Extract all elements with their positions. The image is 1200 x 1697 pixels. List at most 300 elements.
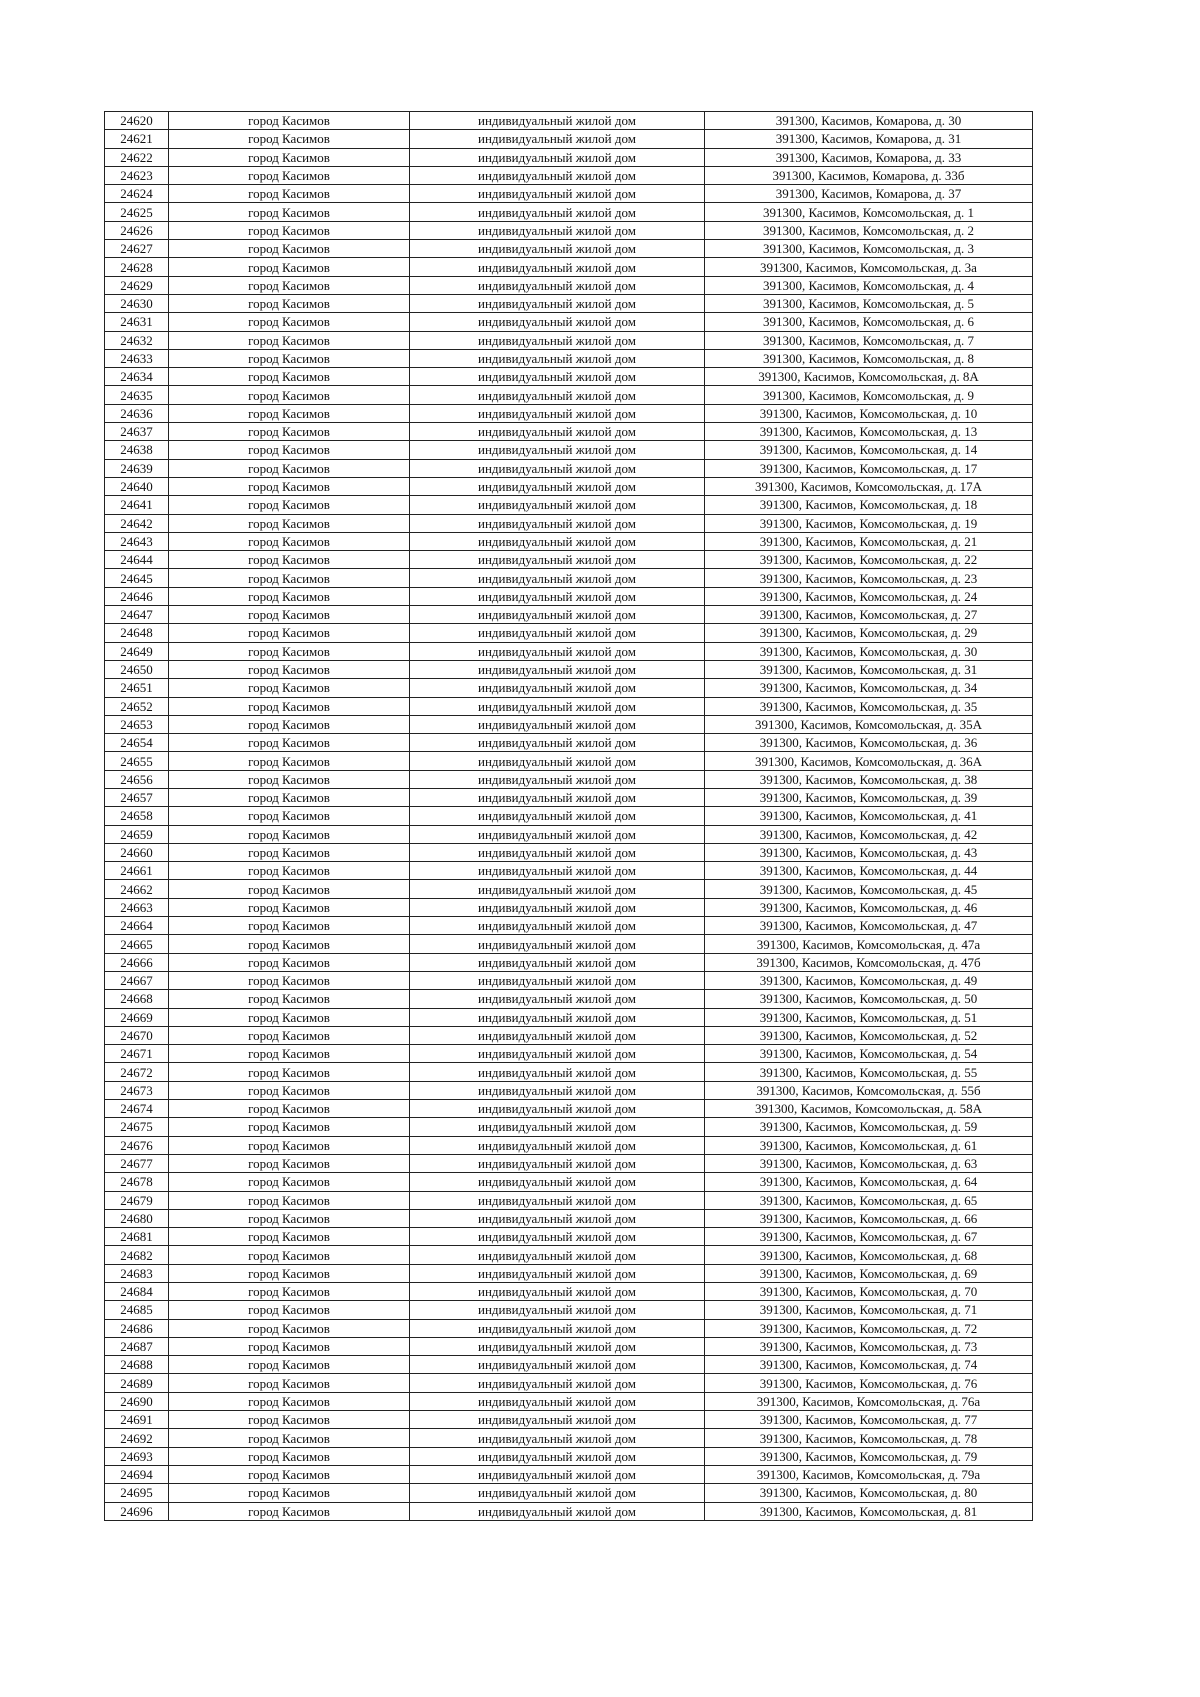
address-cell: 391300, Касимов, Комсомольская, д. 54 bbox=[705, 1045, 1033, 1063]
table-row bbox=[105, 1301, 1033, 1319]
locality-cell: город Касимов bbox=[169, 130, 410, 148]
row-number-cell: 24660 bbox=[105, 843, 169, 861]
object-type-cell: индивидуальный жилой дом bbox=[410, 1465, 705, 1483]
locality-cell: город Касимов bbox=[169, 587, 410, 605]
table-row bbox=[105, 404, 1033, 422]
locality-cell: город Касимов bbox=[169, 660, 410, 678]
row-number-cell: 24646 bbox=[105, 587, 169, 605]
object-type-cell: индивидуальный жилой дом bbox=[410, 203, 705, 221]
locality-cell: город Касимов bbox=[169, 825, 410, 843]
row-number-cell: 24688 bbox=[105, 1356, 169, 1374]
table-row bbox=[105, 807, 1033, 825]
row-number-cell: 24655 bbox=[105, 752, 169, 770]
object-type-cell: индивидуальный жилой дом bbox=[410, 898, 705, 916]
object-type-cell: индивидуальный жилой дом bbox=[410, 1319, 705, 1337]
locality-cell: город Касимов bbox=[169, 1008, 410, 1026]
row-number-cell: 24629 bbox=[105, 276, 169, 294]
table-row bbox=[105, 624, 1033, 642]
table-row bbox=[105, 459, 1033, 477]
locality-cell: город Касимов bbox=[169, 953, 410, 971]
locality-cell: город Касимов bbox=[169, 1301, 410, 1319]
address-cell: 391300, Касимов, Комсомольская, д. 42 bbox=[705, 825, 1033, 843]
object-type-cell: индивидуальный жилой дом bbox=[410, 807, 705, 825]
address-cell: 391300, Касимов, Комарова, д. 37 bbox=[705, 185, 1033, 203]
locality-cell: город Касимов bbox=[169, 441, 410, 459]
object-type-cell: индивидуальный жилой дом bbox=[410, 697, 705, 715]
table-row bbox=[105, 1045, 1033, 1063]
locality-cell: город Касимов bbox=[169, 1118, 410, 1136]
table-row bbox=[105, 185, 1033, 203]
address-cell: 391300, Касимов, Комсомольская, д. 59 bbox=[705, 1118, 1033, 1136]
table-row bbox=[105, 240, 1033, 258]
object-type-cell: индивидуальный жилой дом bbox=[410, 386, 705, 404]
row-number-cell: 24669 bbox=[105, 1008, 169, 1026]
table-row bbox=[105, 1173, 1033, 1191]
locality-cell: город Касимов bbox=[169, 1429, 410, 1447]
object-type-cell: индивидуальный жилой дом bbox=[410, 569, 705, 587]
row-number-cell: 24647 bbox=[105, 606, 169, 624]
object-type-cell: индивидуальный жилой дом bbox=[410, 496, 705, 514]
table-row bbox=[105, 898, 1033, 916]
address-cell: 391300, Касимов, Комсомольская, д. 58А bbox=[705, 1100, 1033, 1118]
table-row bbox=[105, 551, 1033, 569]
table-row bbox=[105, 862, 1033, 880]
locality-cell: город Касимов bbox=[169, 1374, 410, 1392]
table-row bbox=[105, 477, 1033, 495]
object-type-cell: индивидуальный жилой дом bbox=[410, 1045, 705, 1063]
object-type-cell: индивидуальный жилой дом bbox=[410, 825, 705, 843]
locality-cell: город Касимов bbox=[169, 1154, 410, 1172]
address-cell: 391300, Касимов, Комсомольская, д. 47 bbox=[705, 917, 1033, 935]
row-number-cell: 24690 bbox=[105, 1392, 169, 1410]
table-row bbox=[105, 1356, 1033, 1374]
address-cell: 391300, Касимов, Комсомольская, д. 3а bbox=[705, 258, 1033, 276]
object-type-cell: индивидуальный жилой дом bbox=[410, 258, 705, 276]
row-number-cell: 24683 bbox=[105, 1264, 169, 1282]
table-row bbox=[105, 294, 1033, 312]
table-row bbox=[105, 1447, 1033, 1465]
table-row bbox=[105, 1484, 1033, 1502]
address-cell: 391300, Касимов, Комсомольская, д. 4 bbox=[705, 276, 1033, 294]
locality-cell: город Касимов bbox=[169, 843, 410, 861]
locality-cell: город Касимов bbox=[169, 1484, 410, 1502]
table-row bbox=[105, 112, 1033, 130]
locality-cell: город Касимов bbox=[169, 368, 410, 386]
table-row bbox=[105, 1264, 1033, 1282]
locality-cell: город Касимов bbox=[169, 990, 410, 1008]
address-cell: 391300, Касимов, Комсомольская, д. 47а bbox=[705, 935, 1033, 953]
object-type-cell: индивидуальный жилой дом bbox=[410, 660, 705, 678]
locality-cell: город Касимов bbox=[169, 788, 410, 806]
locality-cell: город Касимов bbox=[169, 971, 410, 989]
locality-cell: город Касимов bbox=[169, 642, 410, 660]
row-number-cell: 24640 bbox=[105, 477, 169, 495]
table-row bbox=[105, 368, 1033, 386]
table-row bbox=[105, 1008, 1033, 1026]
address-cell: 391300, Касимов, Комарова, д. 30 bbox=[705, 112, 1033, 130]
row-number-cell: 24672 bbox=[105, 1063, 169, 1081]
table-row bbox=[105, 880, 1033, 898]
row-number-cell: 24624 bbox=[105, 185, 169, 203]
address-cell: 391300, Касимов, Комсомольская, д. 3 bbox=[705, 240, 1033, 258]
address-cell: 391300, Касимов, Комсомольская, д. 21 bbox=[705, 532, 1033, 550]
table-row bbox=[105, 953, 1033, 971]
address-cell: 391300, Касимов, Комсомольская, д. 64 bbox=[705, 1173, 1033, 1191]
locality-cell: город Касимов bbox=[169, 624, 410, 642]
locality-cell: город Касимов bbox=[169, 1502, 410, 1520]
address-cell: 391300, Касимов, Комсомольская, д. 14 bbox=[705, 441, 1033, 459]
row-number-cell: 24637 bbox=[105, 423, 169, 441]
address-cell: 391300, Касимов, Комсомольская, д. 76а bbox=[705, 1392, 1033, 1410]
row-number-cell: 24635 bbox=[105, 386, 169, 404]
table-row bbox=[105, 843, 1033, 861]
locality-cell: город Касимов bbox=[169, 880, 410, 898]
row-number-cell: 24638 bbox=[105, 441, 169, 459]
registry-table bbox=[104, 111, 1033, 1521]
address-cell: 391300, Касимов, Комсомольская, д. 80 bbox=[705, 1484, 1033, 1502]
object-type-cell: индивидуальный жилой дом bbox=[410, 971, 705, 989]
table-row bbox=[105, 569, 1033, 587]
table-row bbox=[105, 276, 1033, 294]
table-row bbox=[105, 258, 1033, 276]
row-number-cell: 24656 bbox=[105, 770, 169, 788]
table-row bbox=[105, 734, 1033, 752]
object-type-cell: индивидуальный жилой дом bbox=[410, 679, 705, 697]
object-type-cell: индивидуальный жилой дом bbox=[410, 551, 705, 569]
address-cell: 391300, Касимов, Комсомольская, д. 31 bbox=[705, 660, 1033, 678]
row-number-cell: 24641 bbox=[105, 496, 169, 514]
locality-cell: город Касимов bbox=[169, 112, 410, 130]
address-cell: 391300, Касимов, Комсомольская, д. 67 bbox=[705, 1228, 1033, 1246]
address-cell: 391300, Касимов, Комсомольская, д. 77 bbox=[705, 1411, 1033, 1429]
row-number-cell: 24633 bbox=[105, 349, 169, 367]
address-cell: 391300, Касимов, Комсомольская, д. 81 bbox=[705, 1502, 1033, 1520]
address-cell: 391300, Касимов, Комсомольская, д. 69 bbox=[705, 1264, 1033, 1282]
object-type-cell: индивидуальный жилой дом bbox=[410, 166, 705, 184]
address-cell: 391300, Касимов, Комсомольская, д. 65 bbox=[705, 1191, 1033, 1209]
locality-cell: город Касимов bbox=[169, 770, 410, 788]
locality-cell: город Касимов bbox=[169, 935, 410, 953]
locality-cell: город Касимов bbox=[169, 1191, 410, 1209]
object-type-cell: индивидуальный жилой дом bbox=[410, 1118, 705, 1136]
object-type-cell: индивидуальный жилой дом bbox=[410, 953, 705, 971]
row-number-cell: 24687 bbox=[105, 1337, 169, 1355]
object-type-cell: индивидуальный жилой дом bbox=[410, 642, 705, 660]
locality-cell: город Касимов bbox=[169, 1136, 410, 1154]
locality-cell: город Касимов bbox=[169, 734, 410, 752]
address-cell: 391300, Касимов, Комарова, д. 33б bbox=[705, 166, 1033, 184]
row-number-cell: 24648 bbox=[105, 624, 169, 642]
address-cell: 391300, Касимов, Комсомольская, д. 72 bbox=[705, 1319, 1033, 1337]
table-row bbox=[105, 1411, 1033, 1429]
locality-cell: город Касимов bbox=[169, 221, 410, 239]
locality-cell: город Касимов bbox=[169, 313, 410, 331]
address-cell: 391300, Касимов, Комсомольская, д. 8 bbox=[705, 349, 1033, 367]
row-number-cell: 24649 bbox=[105, 642, 169, 660]
row-number-cell: 24670 bbox=[105, 1026, 169, 1044]
table-row bbox=[105, 990, 1033, 1008]
table-row bbox=[105, 587, 1033, 605]
object-type-cell: индивидуальный жилой дом bbox=[410, 1429, 705, 1447]
table-row bbox=[105, 349, 1033, 367]
address-cell: 391300, Касимов, Комсомольская, д. 7 bbox=[705, 331, 1033, 349]
table-row bbox=[105, 1246, 1033, 1264]
table-row bbox=[105, 166, 1033, 184]
table-row bbox=[105, 788, 1033, 806]
locality-cell: город Касимов bbox=[169, 697, 410, 715]
address-cell: 391300, Касимов, Комсомольская, д. 76 bbox=[705, 1374, 1033, 1392]
address-cell: 391300, Касимов, Комсомольская, д. 23 bbox=[705, 569, 1033, 587]
address-cell: 391300, Касимов, Комсомольская, д. 51 bbox=[705, 1008, 1033, 1026]
address-cell: 391300, Касимов, Комарова, д. 31 bbox=[705, 130, 1033, 148]
row-number-cell: 24662 bbox=[105, 880, 169, 898]
locality-cell: город Касимов bbox=[169, 258, 410, 276]
locality-cell: город Касимов bbox=[169, 496, 410, 514]
locality-cell: город Касимов bbox=[169, 1447, 410, 1465]
address-cell: 391300, Касимов, Комсомольская, д. 6 bbox=[705, 313, 1033, 331]
row-number-cell: 24689 bbox=[105, 1374, 169, 1392]
row-number-cell: 24661 bbox=[105, 862, 169, 880]
object-type-cell: индивидуальный жилой дом bbox=[410, 1228, 705, 1246]
row-number-cell: 24680 bbox=[105, 1209, 169, 1227]
address-cell: 391300, Касимов, Комсомольская, д. 2 bbox=[705, 221, 1033, 239]
object-type-cell: индивидуальный жилой дом bbox=[410, 624, 705, 642]
table-row bbox=[105, 660, 1033, 678]
row-number-cell: 24665 bbox=[105, 935, 169, 953]
locality-cell: город Касимов bbox=[169, 1045, 410, 1063]
locality-cell: город Касимов bbox=[169, 1228, 410, 1246]
locality-cell: город Касимов bbox=[169, 240, 410, 258]
object-type-cell: индивидуальный жилой дом bbox=[410, 862, 705, 880]
address-cell: 391300, Касимов, Комсомольская, д. 61 bbox=[705, 1136, 1033, 1154]
table-row bbox=[105, 1283, 1033, 1301]
locality-cell: город Касимов bbox=[169, 1209, 410, 1227]
table-row bbox=[105, 715, 1033, 733]
row-number-cell: 24673 bbox=[105, 1081, 169, 1099]
row-number-cell: 24628 bbox=[105, 258, 169, 276]
locality-cell: город Касимов bbox=[169, 862, 410, 880]
object-type-cell: индивидуальный жилой дом bbox=[410, 368, 705, 386]
locality-cell: город Касимов bbox=[169, 606, 410, 624]
object-type-cell: индивидуальный жилой дом bbox=[410, 935, 705, 953]
object-type-cell: индивидуальный жилой дом bbox=[410, 1008, 705, 1026]
table-row bbox=[105, 825, 1033, 843]
object-type-cell: индивидуальный жилой дом bbox=[410, 990, 705, 1008]
locality-cell: город Касимов bbox=[169, 423, 410, 441]
address-cell: 391300, Касимов, Комсомольская, д. 30 bbox=[705, 642, 1033, 660]
address-cell: 391300, Касимов, Комсомольская, д. 17 bbox=[705, 459, 1033, 477]
address-cell: 391300, Касимов, Комсомольская, д. 1 bbox=[705, 203, 1033, 221]
table-row bbox=[105, 1392, 1033, 1410]
object-type-cell: индивидуальный жилой дом bbox=[410, 423, 705, 441]
address-cell: 391300, Касимов, Комсомольская, д. 43 bbox=[705, 843, 1033, 861]
address-cell: 391300, Касимов, Комсомольская, д. 46 bbox=[705, 898, 1033, 916]
row-number-cell: 24694 bbox=[105, 1465, 169, 1483]
address-cell: 391300, Касимов, Комсомольская, д. 73 bbox=[705, 1337, 1033, 1355]
row-number-cell: 24668 bbox=[105, 990, 169, 1008]
object-type-cell: индивидуальный жилой дом bbox=[410, 1374, 705, 1392]
table-row bbox=[105, 386, 1033, 404]
object-type-cell: индивидуальный жилой дом bbox=[410, 715, 705, 733]
row-number-cell: 24684 bbox=[105, 1283, 169, 1301]
row-number-cell: 24631 bbox=[105, 313, 169, 331]
object-type-cell: индивидуальный жилой дом bbox=[410, 752, 705, 770]
table-row bbox=[105, 1026, 1033, 1044]
address-cell: 391300, Касимов, Комсомольская, д. 70 bbox=[705, 1283, 1033, 1301]
table-row bbox=[105, 1136, 1033, 1154]
object-type-cell: индивидуальный жилой дом bbox=[410, 276, 705, 294]
table-row bbox=[105, 1319, 1033, 1337]
address-cell: 391300, Касимов, Комсомольская, д. 39 bbox=[705, 788, 1033, 806]
row-number-cell: 24623 bbox=[105, 166, 169, 184]
table-row bbox=[105, 148, 1033, 166]
address-cell: 391300, Касимов, Комсомольская, д. 36 bbox=[705, 734, 1033, 752]
table-row bbox=[105, 697, 1033, 715]
address-cell: 391300, Касимов, Комсомольская, д. 27 bbox=[705, 606, 1033, 624]
row-number-cell: 24650 bbox=[105, 660, 169, 678]
address-cell: 391300, Касимов, Комсомольская, д. 50 bbox=[705, 990, 1033, 1008]
address-cell: 391300, Касимов, Комсомольская, д. 8А bbox=[705, 368, 1033, 386]
row-number-cell: 24620 bbox=[105, 112, 169, 130]
table-row bbox=[105, 1465, 1033, 1483]
object-type-cell: индивидуальный жилой дом bbox=[410, 1301, 705, 1319]
row-number-cell: 24630 bbox=[105, 294, 169, 312]
row-number-cell: 24692 bbox=[105, 1429, 169, 1447]
object-type-cell: индивидуальный жилой дом bbox=[410, 1502, 705, 1520]
object-type-cell: индивидуальный жилой дом bbox=[410, 240, 705, 258]
row-number-cell: 24636 bbox=[105, 404, 169, 422]
address-cell: 391300, Касимов, Комсомольская, д. 52 bbox=[705, 1026, 1033, 1044]
row-number-cell: 24691 bbox=[105, 1411, 169, 1429]
locality-cell: город Касимов bbox=[169, 1264, 410, 1282]
table-row bbox=[105, 1100, 1033, 1118]
address-cell: 391300, Касимов, Комсомольская, д. 13 bbox=[705, 423, 1033, 441]
locality-cell: город Касимов bbox=[169, 532, 410, 550]
row-number-cell: 24686 bbox=[105, 1319, 169, 1337]
row-number-cell: 24667 bbox=[105, 971, 169, 989]
locality-cell: город Касимов bbox=[169, 1063, 410, 1081]
object-type-cell: индивидуальный жилой дом bbox=[410, 770, 705, 788]
address-cell: 391300, Касимов, Комсомольская, д. 29 bbox=[705, 624, 1033, 642]
row-number-cell: 24674 bbox=[105, 1100, 169, 1118]
locality-cell: город Касимов bbox=[169, 1392, 410, 1410]
address-cell: 391300, Касимов, Комсомольская, д. 24 bbox=[705, 587, 1033, 605]
locality-cell: город Касимов bbox=[169, 1337, 410, 1355]
address-cell: 391300, Касимов, Комсомольская, д. 55 bbox=[705, 1063, 1033, 1081]
row-number-cell: 24696 bbox=[105, 1502, 169, 1520]
address-cell: 391300, Касимов, Комсомольская, д. 78 bbox=[705, 1429, 1033, 1447]
table-row bbox=[105, 1081, 1033, 1099]
table-row bbox=[105, 935, 1033, 953]
table-row bbox=[105, 1502, 1033, 1520]
row-number-cell: 24622 bbox=[105, 148, 169, 166]
locality-cell: город Касимов bbox=[169, 715, 410, 733]
row-number-cell: 24671 bbox=[105, 1045, 169, 1063]
object-type-cell: индивидуальный жилой дом bbox=[410, 313, 705, 331]
table-row bbox=[105, 1209, 1033, 1227]
row-number-cell: 24682 bbox=[105, 1246, 169, 1264]
locality-cell: город Касимов bbox=[169, 404, 410, 422]
row-number-cell: 24695 bbox=[105, 1484, 169, 1502]
table-row bbox=[105, 203, 1033, 221]
object-type-cell: индивидуальный жилой дом bbox=[410, 734, 705, 752]
row-number-cell: 24639 bbox=[105, 459, 169, 477]
address-cell: 391300, Касимов, Комсомольская, д. 49 bbox=[705, 971, 1033, 989]
row-number-cell: 24679 bbox=[105, 1191, 169, 1209]
object-type-cell: индивидуальный жилой дом bbox=[410, 441, 705, 459]
row-number-cell: 24621 bbox=[105, 130, 169, 148]
row-number-cell: 24642 bbox=[105, 514, 169, 532]
row-number-cell: 24651 bbox=[105, 679, 169, 697]
object-type-cell: индивидуальный жилой дом bbox=[410, 477, 705, 495]
table-row bbox=[105, 1154, 1033, 1172]
row-number-cell: 24658 bbox=[105, 807, 169, 825]
row-number-cell: 24645 bbox=[105, 569, 169, 587]
locality-cell: город Касимов bbox=[169, 203, 410, 221]
object-type-cell: индивидуальный жилой дом bbox=[410, 459, 705, 477]
locality-cell: город Касимов bbox=[169, 294, 410, 312]
table-row bbox=[105, 331, 1033, 349]
object-type-cell: индивидуальный жилой дом bbox=[410, 331, 705, 349]
object-type-cell: индивидуальный жилой дом bbox=[410, 843, 705, 861]
address-cell: 391300, Касимов, Комсомольская, д. 45 bbox=[705, 880, 1033, 898]
object-type-cell: индивидуальный жилой дом bbox=[410, 1484, 705, 1502]
row-number-cell: 24663 bbox=[105, 898, 169, 916]
locality-cell: город Касимов bbox=[169, 331, 410, 349]
address-cell: 391300, Касимов, Комсомольская, д. 9 bbox=[705, 386, 1033, 404]
row-number-cell: 24659 bbox=[105, 825, 169, 843]
object-type-cell: индивидуальный жилой дом bbox=[410, 532, 705, 550]
object-type-cell: индивидуальный жилой дом bbox=[410, 1026, 705, 1044]
table-row bbox=[105, 441, 1033, 459]
object-type-cell: индивидуальный жилой дом bbox=[410, 1246, 705, 1264]
object-type-cell: индивидуальный жилой дом bbox=[410, 1154, 705, 1172]
row-number-cell: 24653 bbox=[105, 715, 169, 733]
table-row bbox=[105, 423, 1033, 441]
address-cell: 391300, Касимов, Комсомольская, д. 71 bbox=[705, 1301, 1033, 1319]
row-number-cell: 24693 bbox=[105, 1447, 169, 1465]
locality-cell: город Касимов bbox=[169, 514, 410, 532]
row-number-cell: 24677 bbox=[105, 1154, 169, 1172]
row-number-cell: 24664 bbox=[105, 917, 169, 935]
locality-cell: город Касимов bbox=[169, 386, 410, 404]
table-row bbox=[105, 130, 1033, 148]
object-type-cell: индивидуальный жилой дом bbox=[410, 1447, 705, 1465]
object-type-cell: индивидуальный жилой дом bbox=[410, 294, 705, 312]
row-number-cell: 24681 bbox=[105, 1228, 169, 1246]
locality-cell: город Касимов bbox=[169, 1173, 410, 1191]
object-type-cell: индивидуальный жилой дом bbox=[410, 587, 705, 605]
table-row bbox=[105, 642, 1033, 660]
address-cell: 391300, Касимов, Комсомольская, д. 68 bbox=[705, 1246, 1033, 1264]
row-number-cell: 24685 bbox=[105, 1301, 169, 1319]
row-number-cell: 24676 bbox=[105, 1136, 169, 1154]
address-cell: 391300, Касимов, Комсомольская, д. 18 bbox=[705, 496, 1033, 514]
object-type-cell: индивидуальный жилой дом bbox=[410, 1283, 705, 1301]
registry-table-body bbox=[105, 112, 1033, 1521]
locality-cell: город Касимов bbox=[169, 807, 410, 825]
table-row bbox=[105, 606, 1033, 624]
row-number-cell: 24657 bbox=[105, 788, 169, 806]
locality-cell: город Касимов bbox=[169, 1411, 410, 1429]
row-number-cell: 24652 bbox=[105, 697, 169, 715]
table-row bbox=[105, 1374, 1033, 1392]
object-type-cell: индивидуальный жилой дом bbox=[410, 1191, 705, 1209]
address-cell: 391300, Касимов, Комсомольская, д. 79 bbox=[705, 1447, 1033, 1465]
locality-cell: город Касимов bbox=[169, 752, 410, 770]
table-row bbox=[105, 496, 1033, 514]
locality-cell: город Касимов bbox=[169, 349, 410, 367]
